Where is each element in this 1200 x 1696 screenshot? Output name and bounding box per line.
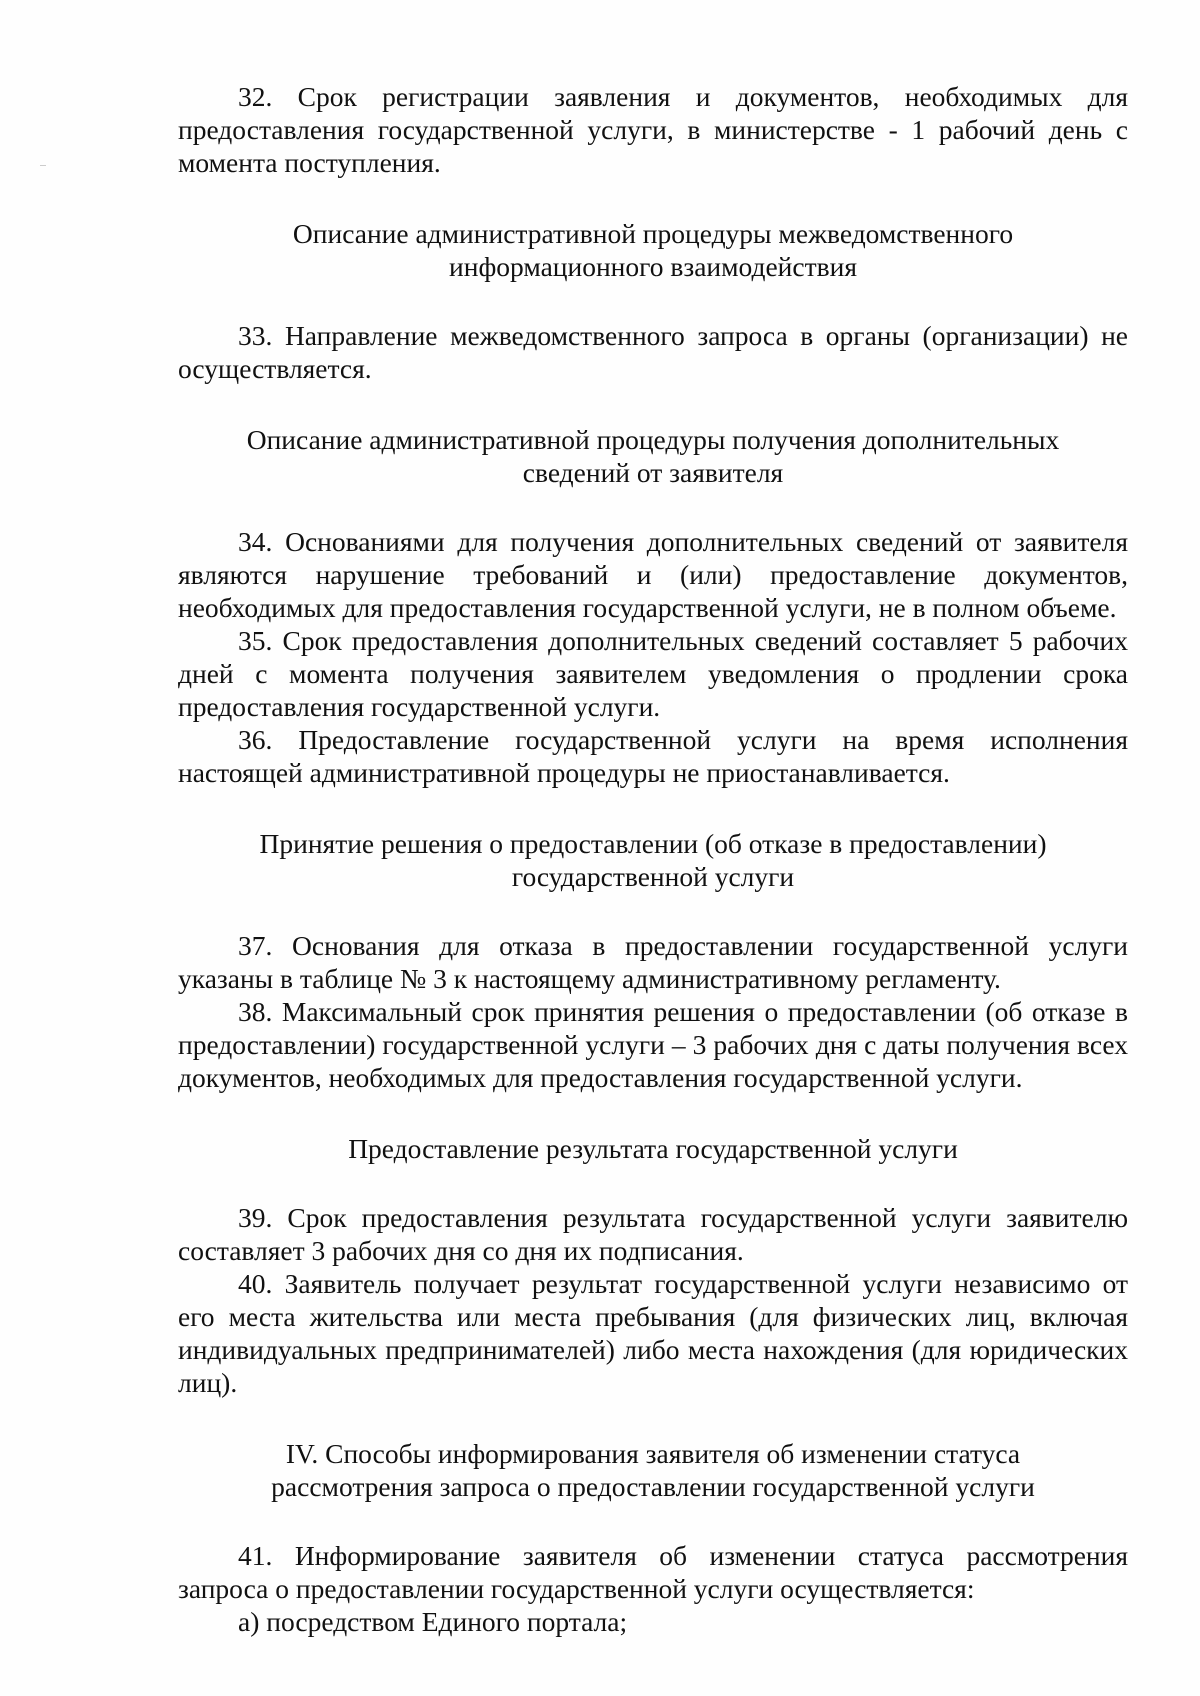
paragraph-34: 34. Основаниями для получения дополнительных сведений от заявителя являются нарушение требований и (или) предоставление документов, необходимых для предоставления государственной услуги, не в полном объеме. [178, 526, 1128, 623]
paragraph-37: 37. Основания для отказа в предоставлении государственной услуги указаны в таблице № 3 к настоящему административному регламенту. [178, 930, 1128, 994]
paragraph-40: 40. Заявитель получает результат государственной услуги независимо от его места жительства или места пребывания (для физических лиц, включая индивидуальных предпринимателей) либо места нахождения (для юридических лиц). [178, 1268, 1128, 1398]
paragraph-38: 38. Максимальный срок принятия решения о предоставлении (об отказе в предоставлении) государственной услуги – 3 рабочих дня с даты получения всех документов, необходимых для предоставления государственной услуги. [178, 996, 1128, 1093]
paragraph-35: 35. Срок предоставления дополнительных сведений составляет 5 рабочих дней с момента получения заявителем уведомления о продлении срока предоставления государственной услуги. [178, 625, 1128, 722]
heading-interagency-procedure: Описание административной процедуры межведомственного информационного взаимодействия [292, 218, 1014, 282]
heading-result-delivery: Предоставление результата государственной услуги [348, 1133, 958, 1164]
heading-section-4: IV. Способы информирования заявителя об изменении статуса рассмотрения запроса о предоставлении государственной услуги [271, 1438, 1035, 1502]
paragraph-32: 32. Срок регистрации заявления и документов, необходимых для предоставления государственной услуги, в министерстве - 1 рабочий день с момента поступления. [178, 81, 1128, 178]
heading-additional-info-procedure: Описание административной процедуры получения дополнительных сведений от заявителя [246, 424, 1060, 488]
paragraph-33: 33. Направление межведомственного запроса в органы (организации) не осуществляется. [178, 320, 1128, 384]
paragraph-41: 41. Информирование заявителя об изменении статуса рассмотрения запроса о предоставлении государственной услуги осуществляется: [178, 1540, 1128, 1604]
paragraph-39: 39. Срок предоставления результата государственной услуги заявителю составляет 3 рабочих дня со дня их подписания. [178, 1202, 1128, 1266]
heading-decision: Принятие решения о предоставлении (об отказе в предоставлении) государственной услуги [259, 828, 1047, 892]
scan-mark [40, 165, 46, 166]
paragraph-41a: а) посредством Единого портала; [238, 1606, 628, 1637]
paragraph-36: 36. Предоставление государственной услуги на время исполнения настоящей административной процедуры не приостанавливается. [178, 724, 1128, 788]
document-body [178, 80, 1128, 1638]
